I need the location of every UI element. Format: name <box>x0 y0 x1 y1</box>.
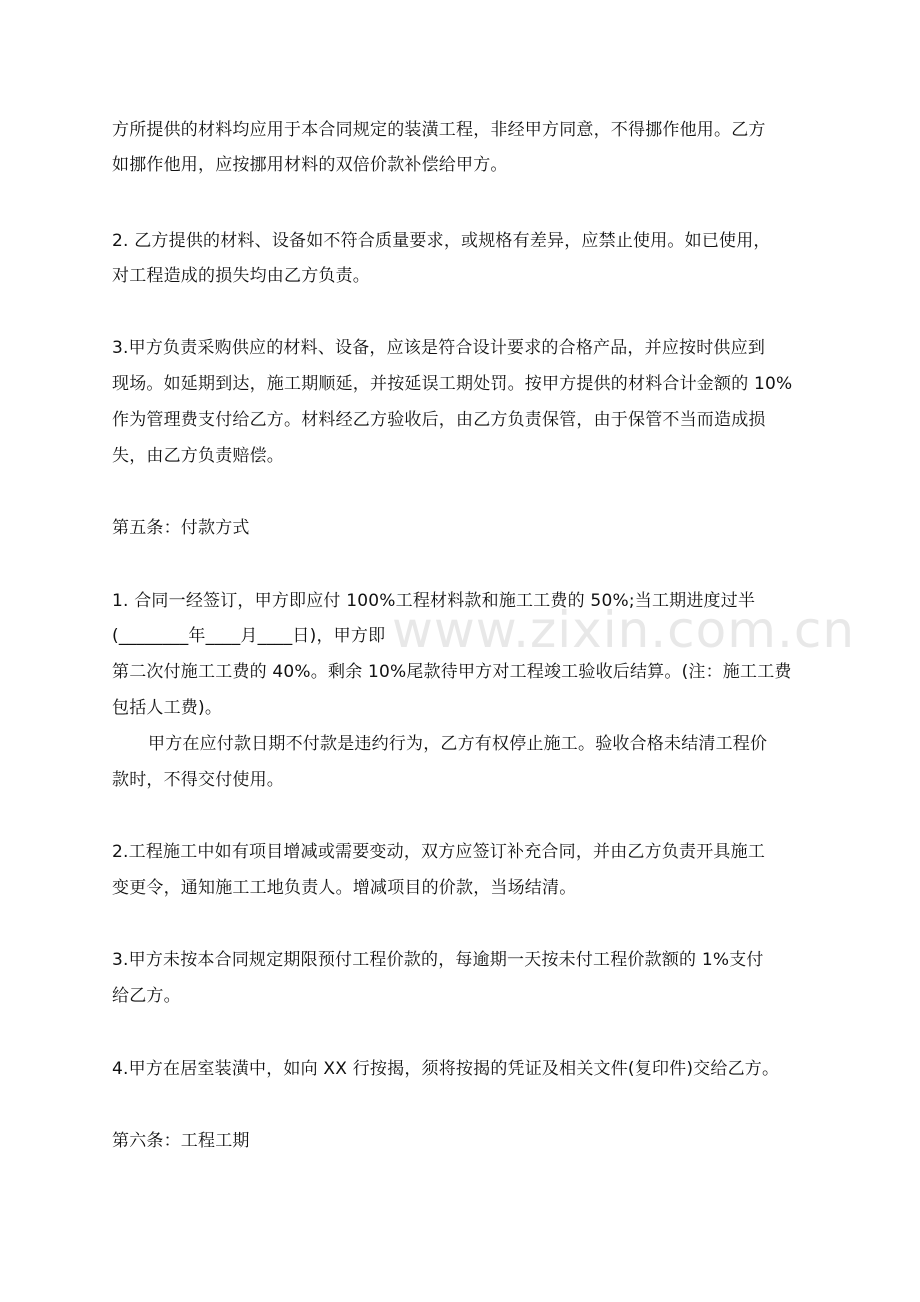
paragraph-line: 1. 合同一经签订，甲方即应付 100%工程材料款和施工工费的 50%;当工期进度过半 <box>112 591 756 611</box>
paragraph-line: 款时，不得交付使用。 <box>112 770 284 790</box>
section-heading: 第六条：工程工期 <box>112 1131 250 1151</box>
paragraph-line: (________年____月____日)，甲方即 <box>112 626 386 646</box>
section-heading: 第五条：付款方式 <box>112 518 250 538</box>
watermark: www.zixin.com.cn <box>392 601 856 659</box>
paragraph-line: 2.工程施工中如有项目增减或需要变动，双方应签订补充合同，并由乙方负责开具施工 <box>112 842 766 862</box>
paragraph-line: 变更令，通知施工工地负责人。增减项目的价款，当场结清。 <box>112 878 577 898</box>
paragraph-line: 第二次付施工工费的 40%。剩余 10%尾款待甲方对工程竣工验收后结算。(注：施工工费 <box>112 662 792 682</box>
paragraph-line: 如挪作他用，应按挪用材料的双倍价款补偿给甲方。 <box>112 155 508 175</box>
paragraph-line-indented: 甲方在应付款日期不付款是违约行为，乙方有权停止施工。验收合格未结清工程价 <box>148 734 768 754</box>
paragraph-line: 3.甲方负责采购供应的材料、设备，应该是符合设计要求的合格产品，并应按时供应到 <box>112 338 766 358</box>
paragraph-line: 给乙方。 <box>112 986 181 1006</box>
paragraph-line: 4.甲方在居室装潢中，如向 XX 行按揭，须将按揭的凭证及相关文件(复印件)交给乙方。 <box>112 1059 780 1079</box>
paragraph-line: 现场。如延期到达，施工期顺延，并按延误工期处罚。按甲方提供的材料合计金额的 10% <box>112 374 793 394</box>
paragraph-line: 包括人工费)。 <box>112 698 223 718</box>
paragraph-line: 作为管理费支付给乙方。材料经乙方验收后，由乙方负责保管，由于保管不当而造成损 <box>112 410 766 430</box>
paragraph-line: 方所提供的材料均应用于本合同规定的装潢工程，非经甲方同意，不得挪作他用。乙方 <box>112 120 766 140</box>
paragraph-line: 失，由乙方负责赔偿。 <box>112 446 284 466</box>
paragraph-line: 2. 乙方提供的材料、设备如不符合质量要求，或规格有差异，应禁止使用。如已使用， <box>112 231 771 251</box>
paragraph-line: 3.甲方未按本合同规定期限预付工程价款的，每逾期一天按未付工程价款额的 1%支付 <box>112 950 764 970</box>
paragraph-line: 对工程造成的损失均由乙方负责。 <box>112 266 370 286</box>
